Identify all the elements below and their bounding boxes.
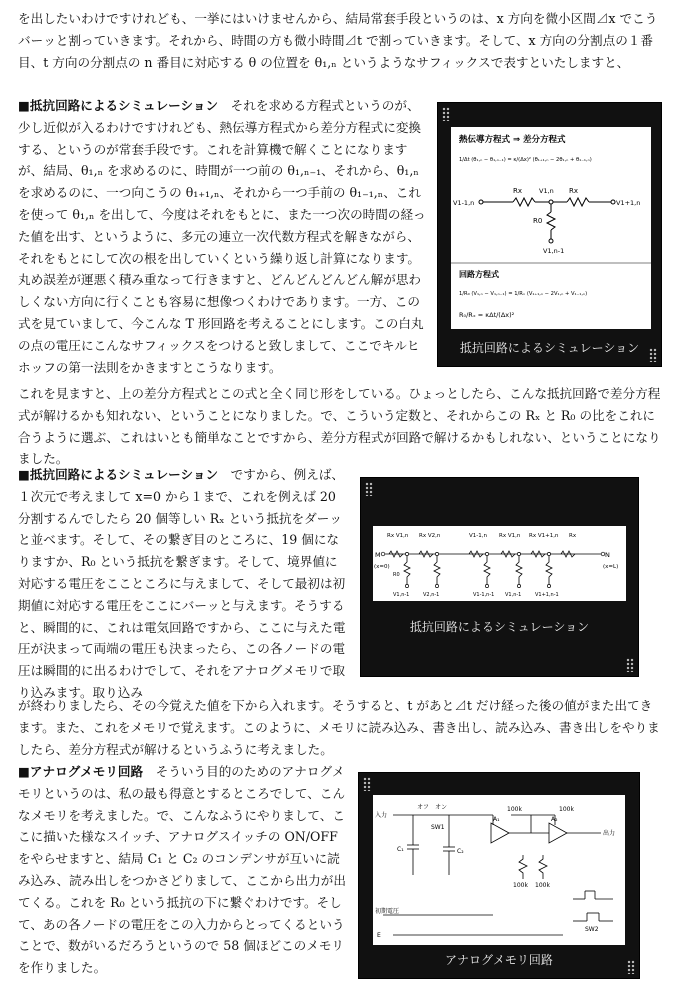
section2-text: ですから、例えば、１次元で考えまして x=0 から１まで、これを例えば 20 分割するんでしたら 20 個等しい Rₓ という抵抗をダーッと並べます。そして、その繋ぎ目のところに、19 個になりますか、R₀ という抵抗を繋ぎます。そして、境界値に対応する電圧をここところに与えまして、そして最初は初期値に対応する電圧をここにバーッと与えます。そうすると、瞬間的に、これは電気回路ですから、ここに与えた電圧が決まって両端の電圧も決まったら、この各ノードの電圧は瞬間的に出るわけでして、それをアナログメモリで取り込みます。取り込み [18, 467, 346, 700]
bottom-voltage-label: V1,n-1 [543, 247, 565, 255]
intro-paragraph: を出したいわけですけれども、一挙にはいけませんから、結局常套手段というのは、x 方向を微小区間⊿x でこうバーッと割っていきます。それから、時間の方も微小時間⊿t で割っていきます。そして、x 方向の分割点の１番目、t 方向の分割点の n 番目に対応する θ の位置を θ₁,ₙ というようなサフィックスで表すといたしますと、 [18, 11, 658, 70]
ladder-top-label: Rx V2,n [419, 533, 441, 539]
r0-resistor [404, 556, 410, 584]
rx-label: Rx [569, 187, 579, 195]
section1-paragraph [18, 95, 426, 378]
ladder-top-label: Rx [569, 533, 577, 539]
sw1-label: SW1 [431, 824, 445, 831]
slide-caption: アナログメモリ回路 [445, 953, 553, 967]
bottom-node-circle [435, 584, 438, 587]
ladder-bottom-label: V1+1,n-1 [535, 592, 559, 598]
section1-text: それを求める方程式というのが、少し近似が入るわけですけれども、熱伝導方程式から差分方程式に変換する、というのが常套手段です。これを計算機で解くことになりますが、結局、θ₁,ₙ を求めるのに、時間が一つ前の θ₁,ₙ₋₁、それから、θ₁,ₙ を求めるのに、一つ向こうの θ₁₊₁,ₙ、それから一つ手前の θ₁₋₁,ₙ、これを使って θ₁,ₙ を出して、今度はそれをもとに、また一つ次の時間の経った値を出す、というように、多元の連立一次代数方程式を解きながら、それをもとにして次の根を出していくという繰り返し計算になります。丸め誤差が運悪く積み重なって行きますと、どんどんどんどん解が思わしくない方向に行くことも容易に想像つくわけであります。一方、この式を見ていまして、今こんな T 形回路を考えることにします。この白丸の点の電圧にこんなサフィックスをつけると致しまして、ここでキルヒホッフの第一法則をかきますとこうなります。 [18, 98, 426, 375]
resistor-ladder-figure [373, 526, 626, 601]
section2-continuation: が終わりましたら、その今覚えた値を下から入れます。そうすると、t があと⊿t だけ経った後の値がまた出てきます。また、これをメモリで覚えます。このように、メモリに読み込み、書き出し、読み込み、書き出しをやりましたら、差分方程式が解けるというふうに考えました。 [18, 698, 660, 757]
slide-caption: 抵抗回路によるシミュレーション [409, 620, 590, 634]
section1-continuation: これを見ますと、上の差分方程式とこの式と全く同じ形をしている。ひょっとしたら、こんな抵抗回路で差分方程式が解けるかも知れない、ということになりました。で、こういう定数と、それからこの Rₓ と R₀ の比をこれに合うように選ぶ、これはいとも簡単なことですから、差分方程式が回路で解けるかもしれない、ということになりました。 [18, 386, 661, 467]
bottom-node-circle [547, 584, 550, 587]
amp-a2-label: A₂ [551, 816, 558, 823]
section3-paragraph [18, 761, 348, 979]
ladder-bottom-label: V1-1,n-1 [473, 592, 495, 598]
node-circle [405, 552, 408, 555]
ladder-top-label: V1-1,n [469, 533, 487, 539]
slide-dots [626, 658, 634, 672]
slide-dots [442, 107, 450, 121]
resistor-value-label: 100k [507, 806, 522, 813]
bottom-node-circle [485, 584, 488, 587]
difference-equation-figure [451, 127, 651, 329]
input-label: 入力 [375, 812, 388, 819]
ladder-bottom-label: V1,n-1 [393, 592, 410, 598]
r0-resistor [484, 556, 490, 584]
circuit-equation: 1/R₀ (V₁,ₙ − V₁,ₙ₋₁) = 1/Rₓ (V₁₊₁,ₙ − 2V₁,ₙ + V₁₋₁,ₙ) [459, 291, 588, 297]
slide-dots [365, 482, 373, 496]
amp-a1-label: A₁ [493, 816, 500, 823]
slide-resistor-network [360, 477, 639, 677]
section1-heading: ■抵抗回路によるシミュレーション [18, 98, 219, 113]
ladder-bottom-label: V1,n-1 [505, 592, 522, 598]
slide-panel [373, 795, 625, 945]
end-label: N [605, 551, 610, 559]
rx-resistor-right [567, 198, 589, 206]
difference-equation: 1/Δt (θ₁,ₙ − θ₁,ₙ₋₁) = κ/(Δx)² (θ₁₊₁,ₙ − 2θ₁,ₙ + θ₁₋₁,ₙ) [459, 157, 592, 163]
end-sub-label: (x=L) [603, 564, 619, 570]
rx-resistor-left [513, 198, 535, 206]
node-circle [547, 552, 550, 555]
slide-dots [363, 777, 371, 791]
ladder-top-label: Rx V1,n [499, 533, 521, 539]
section3-text: そういう目的のためのアナログメモリというのは、私の最も得意とするところでして、こんなメモリを考えました。で、こんなふうにやりまして、ここに描いた様なスイッチ、アナログスイッチの ON/OFF をやらせますと、結局 C₁ と C₂ のコンデンサが互いに読み込み、読み出しをつかさどりまして、ここから出力が出てくる。これを R₀ という抵抗の下に繋ぐわけです。そして、あの各ノードの電圧をこの入力からとってくるということで、数がいるだろうというので 58 個ほどこのメモリを作りました。 [18, 764, 346, 976]
node-circle [435, 552, 438, 555]
ladder-top-label: Rx V1,n [387, 533, 409, 539]
r0-resistor [434, 556, 440, 584]
resistor-value-label: 100k [559, 806, 574, 813]
slide-title: 熱伝導方程式 ⇒ 差分方程式 [459, 135, 566, 145]
initial-voltage-label: 初期電圧 [375, 908, 400, 915]
section2-paragraph [18, 464, 348, 704]
resistor-value-label: 100k [535, 882, 550, 889]
start-label: M [375, 551, 381, 559]
r0-resistor [546, 556, 552, 584]
left-voltage-label: V1-1,n [453, 199, 475, 207]
rx-label: Rx [513, 187, 523, 195]
r0-resistor [516, 556, 522, 584]
end-node-circle [381, 552, 385, 556]
slide-subtitle: 回路方程式 [459, 270, 499, 279]
section2-heading: ■抵抗回路によるシミュレーション [18, 467, 219, 482]
bottom-node-circle [405, 584, 408, 587]
sw2-label: SW2 [585, 926, 599, 933]
on-label: オン [435, 804, 448, 811]
capacitor-c1-label: C₁ [397, 846, 404, 853]
ladder-bottom-label: V2,n-1 [423, 592, 440, 598]
node-circle [485, 552, 488, 555]
start-sub-label: (x=0) [374, 564, 390, 570]
slide-panel [451, 127, 651, 329]
node-circle [517, 552, 520, 555]
right-voltage-label: V1+1,n [616, 199, 641, 207]
ladder-top-label: Rx V1+1,n [529, 533, 559, 539]
r0-label: R0 [533, 217, 543, 225]
e-label: E [377, 932, 381, 939]
bottom-node-circle [517, 584, 520, 587]
r0-label: R0 [393, 572, 400, 578]
slide-difference-equation [437, 102, 662, 367]
capacitor-c2-label: C₂ [457, 848, 464, 855]
node-circle [549, 200, 553, 204]
output-label: 出力 [603, 830, 616, 837]
slide-analog-memory [358, 772, 640, 979]
end-node-circle [601, 552, 605, 556]
section3-heading: ■アナログメモリ回路 [18, 764, 144, 779]
resistor-value-label: 100k [513, 882, 528, 889]
r0-resistor [547, 212, 555, 230]
node-label: V1,n [539, 187, 554, 195]
analog-memory-schematic [373, 795, 625, 945]
slide-caption: 抵抗回路によるシミュレーション [459, 341, 640, 355]
slide-panel [373, 526, 626, 601]
ratio-equation: R₀/Rₓ = κΔt/(Δx)² [459, 311, 515, 319]
off-label: オフ [417, 804, 429, 811]
